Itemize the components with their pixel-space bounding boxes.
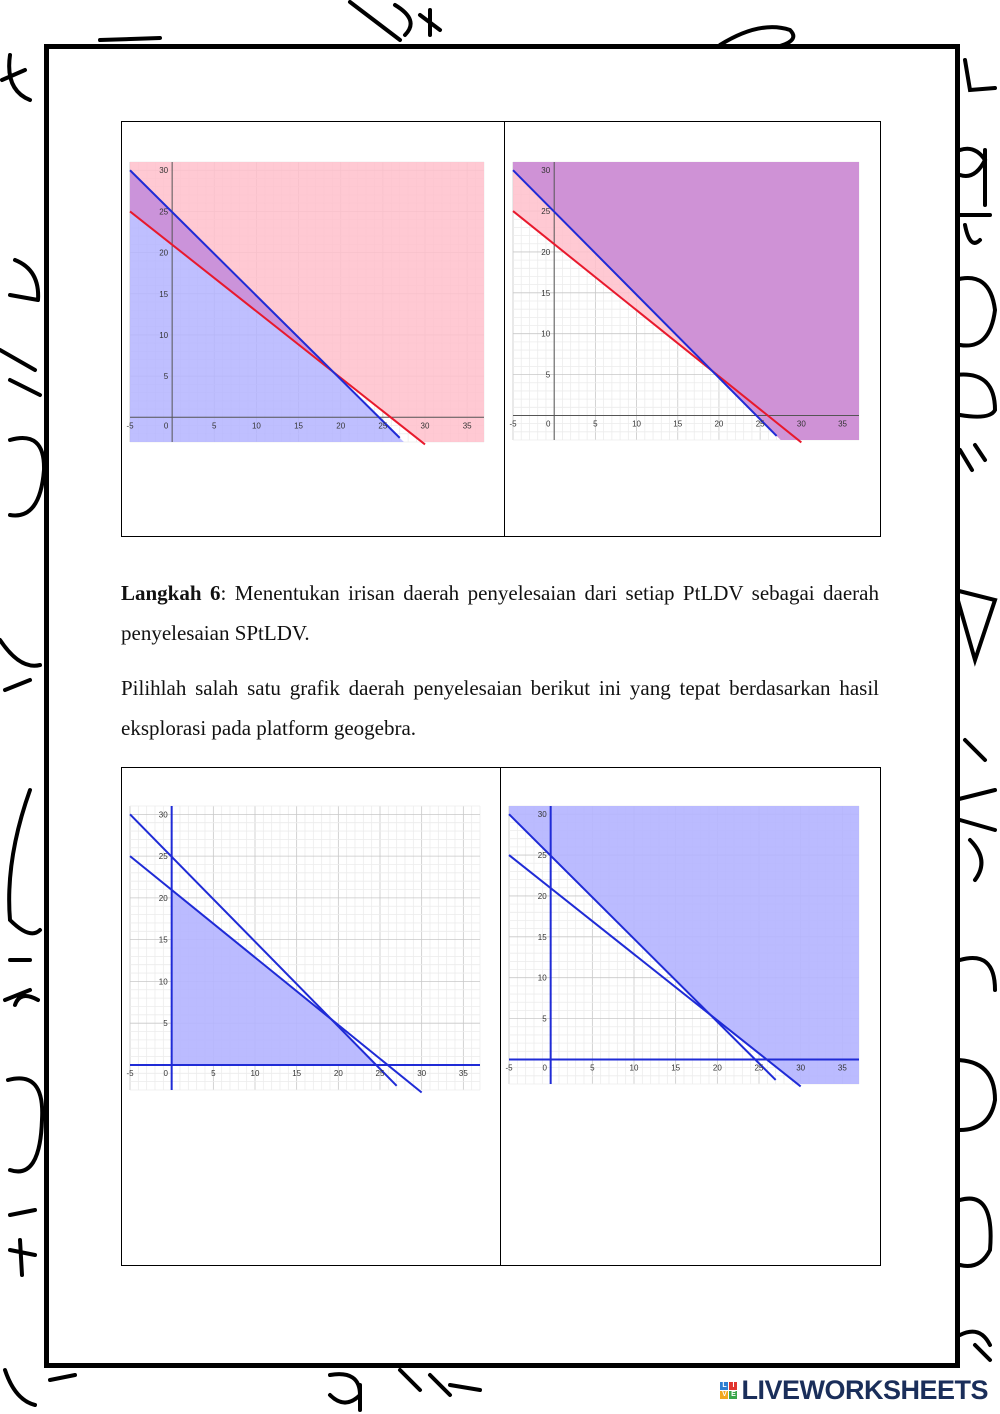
x-tick-label: 15	[292, 1068, 302, 1078]
x-tick-label: 25	[754, 1063, 764, 1073]
y-tick-label: 15	[159, 289, 169, 299]
liveworksheets-logo[interactable]	[720, 1374, 988, 1406]
x-tick-label: 5	[211, 1068, 216, 1078]
x-tick-label: 30	[420, 421, 430, 431]
x-tick-label: 15	[294, 421, 304, 431]
graph-table-options	[121, 767, 881, 1266]
instruction-text	[121, 668, 879, 748]
x-tick-label: 30	[796, 1063, 806, 1073]
x-tick-label: 5	[212, 421, 217, 431]
graph-table-top	[121, 121, 881, 537]
x-tick-label: 20	[714, 419, 724, 429]
x-tick-label: 10	[629, 1063, 639, 1073]
y-tick-label: 20	[158, 893, 168, 903]
logo-mark-l: L	[722, 1381, 727, 1389]
y-tick-label: 15	[541, 288, 551, 298]
option-cell-a[interactable]	[122, 768, 500, 1265]
option-graph-a[interactable]	[126, 806, 480, 1090]
x-tick-label: -5	[505, 1063, 513, 1073]
y-tick-label: 30	[159, 166, 169, 176]
y-tick-label: 20	[159, 248, 169, 258]
x-tick-label: 10	[250, 1068, 260, 1078]
x-tick-label: 5	[593, 419, 598, 429]
y-tick-label: 5	[163, 1019, 168, 1029]
x-tick-label: 10	[251, 421, 261, 431]
logo-mark-i: I	[729, 1382, 737, 1390]
y-tick-label: 10	[158, 977, 168, 987]
y-tick-label: 20	[537, 891, 547, 901]
x-tick-label: 25	[378, 421, 388, 431]
x-tick-label: 10	[632, 419, 642, 429]
x-tick-label: 15	[673, 419, 683, 429]
x-tick-label: 20	[333, 1068, 343, 1078]
step-label: Langkah 6	[121, 581, 221, 605]
x-tick-label: 15	[671, 1063, 681, 1073]
x-tick-label: 25	[375, 1068, 385, 1078]
y-tick-label: 5	[542, 1014, 547, 1024]
x-tick-label: 35	[458, 1068, 468, 1078]
graph-1	[126, 162, 484, 442]
y-tick-label: 30	[158, 810, 168, 820]
y-tick-label: 25	[541, 207, 551, 217]
x-tick-label: 25	[755, 419, 765, 429]
y-tick-label: 10	[541, 329, 551, 339]
x-tick-label: -5	[126, 421, 134, 431]
x-tick-label: 0	[163, 1068, 168, 1078]
step-text	[121, 573, 879, 653]
x-tick-label: 35	[838, 419, 847, 429]
x-tick-label: -5	[126, 1068, 134, 1078]
logo-text: LIVEWORKSHEETS	[741, 1374, 988, 1405]
logo-mark-e: E	[731, 1390, 736, 1398]
x-tick-label: 30	[796, 419, 806, 429]
option-cell-b[interactable]	[500, 768, 880, 1265]
graph-cell-1	[122, 122, 504, 536]
x-tick-label: 35	[462, 421, 472, 431]
y-tick-label: 30	[537, 810, 547, 820]
y-tick-label: 10	[159, 330, 169, 340]
x-tick-label: 0	[542, 1063, 547, 1073]
y-tick-label: 30	[541, 166, 551, 176]
y-tick-label: 15	[158, 935, 168, 945]
logo-mark-v: V	[722, 1390, 727, 1398]
step-description: : Menentukan irisan daerah penyelesaian dari setiap PtLDV sebagai daerah penyelesaian SPtLDV.	[121, 581, 879, 645]
logo-mark-icon	[720, 1382, 737, 1399]
y-tick-label: 10	[537, 973, 547, 983]
instruction: Pilihlah salah satu grafik daerah penyelesaian berikut ini yang tepat berdasarkan hasil eksplorasi pada platform geogebra.	[121, 676, 879, 740]
y-tick-label: 25	[158, 852, 168, 862]
y-tick-label: 25	[159, 207, 169, 217]
graph-2	[509, 162, 859, 440]
y-tick-label: 5	[163, 372, 169, 382]
y-tick-label: 20	[541, 247, 551, 257]
x-tick-label: 20	[712, 1063, 722, 1073]
x-tick-label: 0	[545, 419, 551, 429]
x-tick-label: 0	[163, 421, 169, 431]
option-graph-b[interactable]	[505, 806, 859, 1084]
y-tick-label: 5	[545, 370, 551, 380]
graph-cell-2	[504, 122, 880, 536]
y-tick-label: 15	[537, 932, 547, 942]
x-tick-label: -5	[509, 419, 517, 429]
y-tick-label: 25	[537, 851, 547, 861]
x-tick-label: 5	[590, 1063, 595, 1073]
x-tick-label: 20	[336, 421, 346, 431]
x-tick-label: 30	[417, 1068, 427, 1078]
x-tick-label: 35	[837, 1063, 847, 1073]
